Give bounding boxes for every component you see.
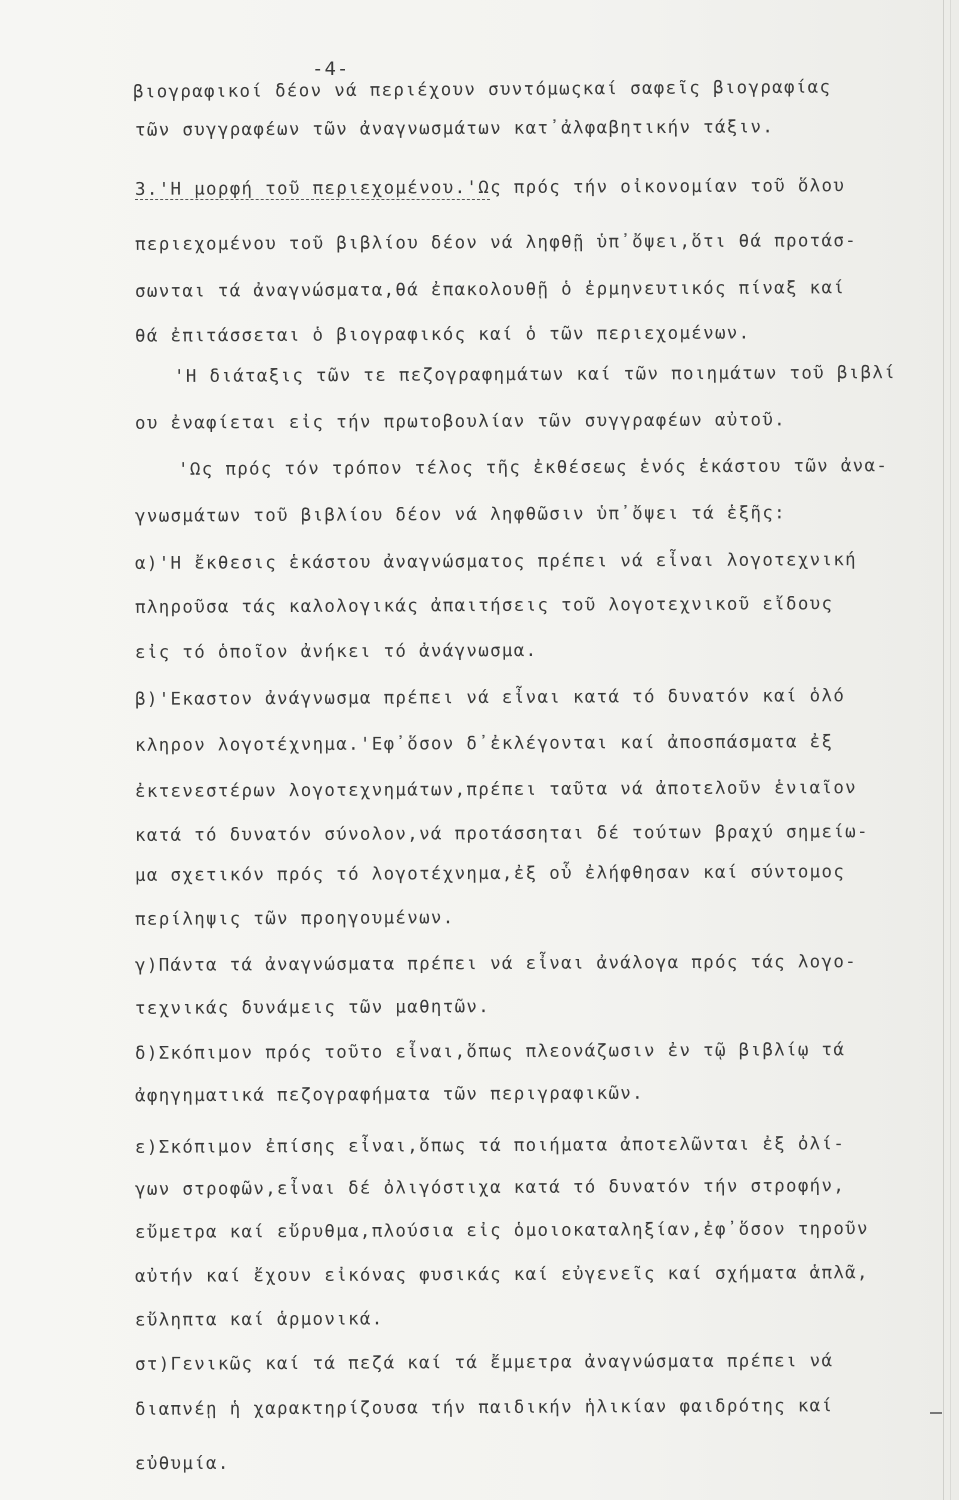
text-line: γνωσμάτων τοῦ βιβλίου δέον νά ληφθῶσιν ὑπ᾽ὄψει τά ἑξῆς: xyxy=(134,503,787,527)
text-line: ἐκτενεστέρων λογοτεχνημάτων,πρέπει ταῦτα νά ἀποτελοῦν ἑνιαῖον xyxy=(134,778,858,802)
text-line: ου ἐναφίεται εἰς τήν πρωτοβουλίαν τῶν συγγραφέων αὐτοῦ. xyxy=(134,410,787,434)
text-line: βιογραφικοί δέον νά περιέχουν συντόμωςκαί σαφεῖς βιογραφίας xyxy=(132,77,832,103)
text-line: εὔμετρα καί εὔρυθμα,πλούσια εἰς ὁμοιοκαταληξίαν,ἐφ᾽ὅσον τηροῦν xyxy=(134,1219,869,1243)
text-line: α)'Η ἔκθεσις ἑκάστου ἀναγνώσματος πρέπει νά εἶναι λογοτεχνική xyxy=(134,550,858,574)
text-line: αὐτήν καί ἔχουν εἰκόνας φυσικάς καί εὐγενεῖς καί σχήματα ἁπλᾶ, xyxy=(134,1263,869,1287)
text-line: ε)Σκόπιμον ἐπίσης εἶναι,ὅπως τά ποιήματα ἀποτελῶνται ἐξ ὀλί- xyxy=(134,1134,846,1158)
text-line: πληροῦσα τάς καλολογικάς ἀπαιτήσεις τοῦ λογοτεχνικοῦ εἴδους xyxy=(134,594,834,618)
text-line: β)'Εκαστον ἀνάγνωσμα πρέπει νά εἶναι κατά τό δυνατόν καί ὁλό xyxy=(134,686,846,710)
text-line: στ)Γενικῶς καί τά πεζά καί τά ἔμμετρα ἀναγνώσματα πρέπει νά xyxy=(134,1351,834,1375)
margin-dash-mark xyxy=(930,1412,942,1414)
text-line: τεχνικάς δυνάμεις τῶν μαθητῶν. xyxy=(134,997,491,1019)
text-line: δ)Σκόπιμον πρός τοῦτο εἶναι,ὅπως πλεονάζωσιν ἐν τῷ βιβλίῳ τά xyxy=(134,1040,846,1064)
text-line: εἰς τό ὁποῖον ἀνήκει τό ἀνάγνωσμα. xyxy=(134,640,538,664)
page-edge-line xyxy=(950,0,951,1500)
text-line: θά ἐπιτάσσεται ὁ βιογραφικός καί ὁ τῶν περιεχομένων. xyxy=(134,323,751,347)
text-line: γ)Πάντα τά ἀναγνώσματα πρέπει νά εἶναι ἀνάλογα πρός τάς λογο- xyxy=(134,952,858,976)
heading-underline xyxy=(135,199,490,200)
page-edge-line xyxy=(943,0,944,1500)
text-line: εὐθυμία. xyxy=(134,1453,230,1475)
text-line: κληρον λογοτέχνημα.'Εφ᾽ὅσον δ᾽ἐκλέγονται καί ἀποσπάσματα ἐξ xyxy=(134,732,834,756)
text-line: ἀφηγηματικά πεζογραφήματα τῶν περιγραφικῶν. xyxy=(134,1083,644,1107)
text-line: περίληψις τῶν προηγουμένων. xyxy=(134,908,455,930)
text-line: 'Η διάταξις τῶν τε πεζογραφημάτων καί τῶν ποιημάτων τοῦ βιβλί xyxy=(173,363,897,387)
text-line: σωνται τά ἀναγνώσματα,θά ἐπακολουθῇ ὁ ἑρμηνευτικός πίναξ καί xyxy=(134,278,846,302)
text-line: μα σχετικόν πρός τό λογοτέχνημα,ἐξ οὗ ἐλήφθησαν καί σύντομος xyxy=(134,862,846,886)
text-line: διαπνέῃ ἡ χαρακτηρίζουσα τήν παιδικήν ἡλικίαν φαιδρότης καί xyxy=(134,1396,834,1420)
text-line: περιεχομένου τοῦ βιβλίου δέον νά ληφθῇ ὑπ᾽ὄψει,ὅτι θά προτάσ- xyxy=(134,231,858,255)
text-line: τῶν συγγραφέων τῶν ἀναγνωσμάτων κατ᾽ἀλφαβητικήν τάξιν. xyxy=(134,117,775,141)
page-number: -4- xyxy=(312,58,350,80)
text-line: 'Ως πρός τόν τρόπον τέλος τῆς ἐκθέσεως ἑνός ἑκάστου τῶν ἀνα- xyxy=(177,456,889,480)
text-line: εὔληπτα καί ἁρμονικά. xyxy=(134,1309,384,1331)
text-line: γων στροφῶν,εἶναι δέ ὀλιγόστιχα κατά τό δυνατόν τήν στροφήν, xyxy=(134,1176,846,1200)
section-heading-line: 3.'Η μορφή τοῦ περιεχομένου.'Ως πρός τήν οἰκονομίαν τοῦ ὅλου xyxy=(134,176,846,200)
text-line: κατά τό δυνατόν σύνολον,νά προτάσσηται δέ τούτων βραχύ σημείω- xyxy=(134,822,869,846)
